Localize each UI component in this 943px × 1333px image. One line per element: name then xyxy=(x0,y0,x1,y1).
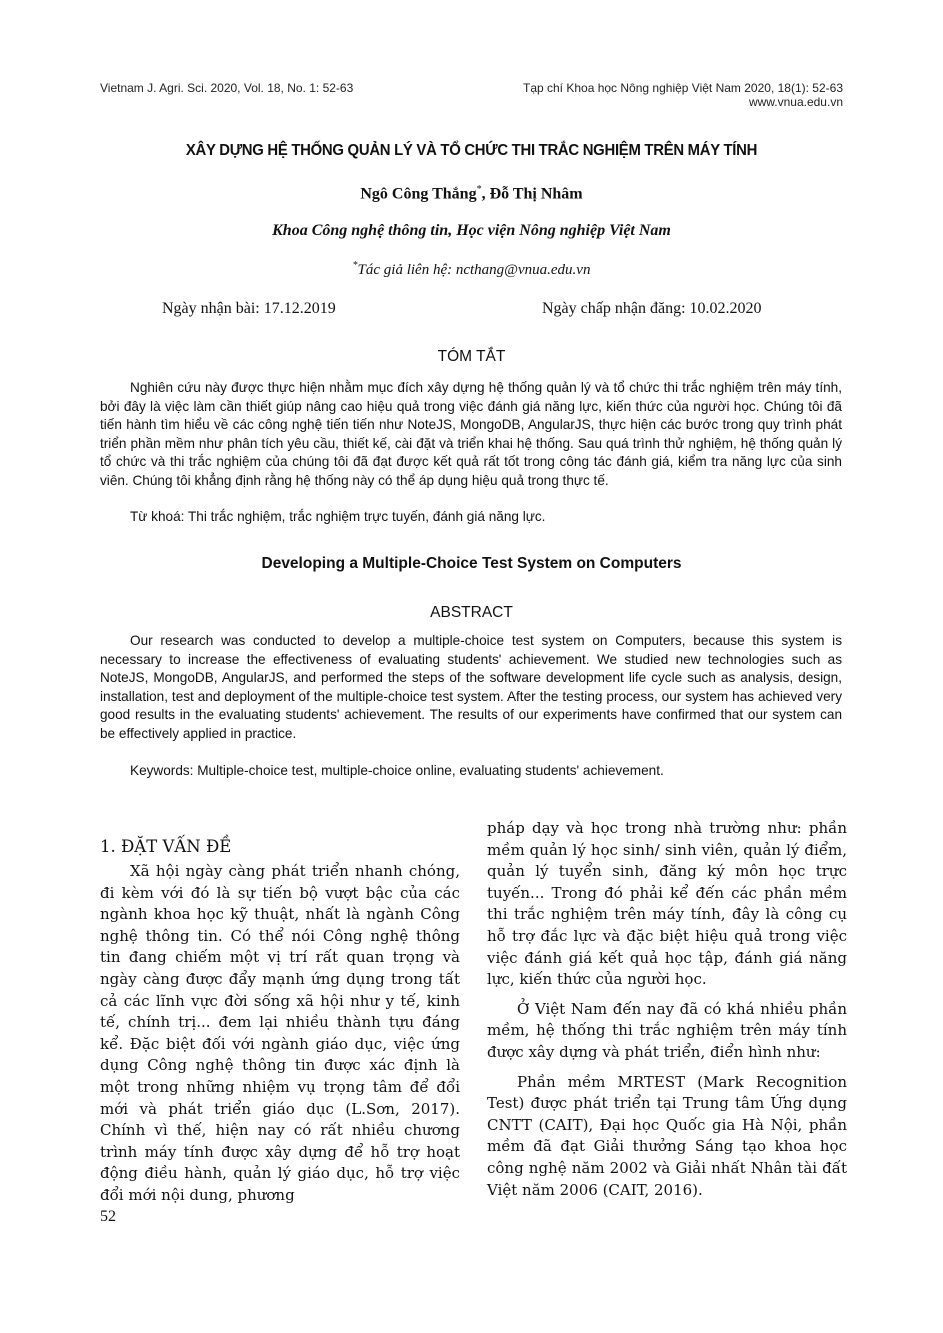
contact-email: Tác giả liên hệ: ncthang@vnua.edu.vn xyxy=(357,262,591,278)
english-title: Developing a Multiple-Choice Test System on Computers xyxy=(261,555,682,572)
contact-mark: * xyxy=(352,260,358,271)
corresponding-mark: * xyxy=(476,184,482,195)
paragraph: Phần mềm MRTEST (Mark Recognition Test) được phát triển tại Trung tâm Ứng dụng CNTT (CAIT), Đại học Quốc gia Hà Nội, phần mềm đã đạt Giải thưởng Sáng tạo khoa học công nghệ năm 2002 và Giải nhất Nhân tài đất Việt năm 2006 (CAIT, 2016). xyxy=(487,1072,847,1199)
accepted-date: Ngày chấp nhận đăng: 10.02.2020 xyxy=(542,300,762,317)
section-heading: 1. ĐẶT VẤN ĐỀ xyxy=(100,837,232,856)
authors xyxy=(0,184,943,203)
page-number: 52 xyxy=(100,1208,116,1225)
journal-citation-vn: Tạp chí Khoa học Nông nghiệp Việt Nam 2020, 18(1): 52-63 xyxy=(523,81,843,95)
vn-abstract-body: Nghiên cứu này được thực hiện nhằm mục đích xây dựng hệ thống quản lý và tổ chức thi trắc nghiệm trên máy tính, bởi đây là việc làm cần thiết giúp nâng cao hiệu quả trong việc đánh giá năng lực, kiến thức của người học. Chúng tôi đã tiến hành tìm hiểu về các công nghệ tiến tiến như NoteJS, MongoDB, AngularJS, thực hiện các bước trong quy trình phát triển phần mềm như phân tích yêu cầu, thiết kế, cài đặt và triển khai hệ thống. Sau quá trình thử nghiệm, hệ thống quản lý tổ chức và thi trắc nghiệm của chúng tôi đã đạt được kết quả rất tốt trong công tác đánh giá, kiểm tra năng lực của sinh viên. Chúng tôi khẳng định rằng hệ thống này có thể áp dụng hiệu quả trong thực tế. xyxy=(100,380,842,488)
vn-keywords: Từ khoá: Thi trắc nghiệm, trắc nghiệm trực tuyến, đánh giá năng lực. xyxy=(130,509,546,524)
paragraph: pháp dạy và học trong nhà trường như: phần mềm quản lý học sinh/ sinh viên, quản lý điểm, quản lý tuyển sinh, đăng ký môn học trực tuyến... Trong đó phải kể đến các phần mềm thi trắc nghiệm trên máy tính, đây là công cụ hỗ trợ đắc lực và đặc biệt hiệu quả trong việc việc đánh giá kết quả học tập, đánh giá năng lực, kiến thức của người học. xyxy=(487,819,847,989)
en-keywords: Keywords: Multiple-choice test, multiple-choice online, evaluating students' achievement. xyxy=(130,763,664,778)
right-column xyxy=(487,818,847,1209)
en-abstract-body: Our research was conducted to develop a multiple-choice test system on Computers, because this system is necessary to increase the effectiveness of evaluating students' achievement. We studied new technologies such as NoteJS, MongoDB, AngularJS, and performed the steps of the software development life cycle such as analysis, design, installation, test and deployment of the multiple-choice test system. After the testing process, our system has achieved very good results in the evaluating students' achievement. The results of our experiments have confirmed that our system can be effectively applied in practice. xyxy=(100,633,842,741)
vn-abstract-heading: TÓM TẮT xyxy=(437,348,506,365)
author-1: Ngô Công Thắng xyxy=(360,185,477,203)
journal-website: www.vnua.edu.vn xyxy=(748,95,843,109)
left-column xyxy=(100,861,460,1215)
contact xyxy=(0,260,943,279)
journal-citation-en: Vietnam J. Agri. Sci. 2020, Vol. 18, No. 1: 52-63 xyxy=(100,81,354,95)
paragraph: Xã hội ngày càng phát triển nhanh chóng, đi kèm với đó là sự tiến bộ vượt bậc của các ngành khoa học kỹ thuật, nhất là ngành Công nghệ thông tin. Có thể nói Công nghệ thông tin đang chiếm một vị trí rất quan trọng và ngày càng được đẩy mạnh ứng dụng trong tất cả các lĩnh vực đời sống xã hội như y tế, kinh tế, chính trị... đem lại nhiều thành tựu đáng kể. Đặc biệt đối với ngành giáo dục, việc ứng dụng Công nghệ thông tin được xác định là một trong những nhiệm vụ trọng tâm để đổi mới và phát triển giáo dục (L.Sơn, 2017). Chính vì thế, hiện nay có rất nhiều chương trình máy tính được xây dựng để hỗ trợ hoạt động điều hành, quản lý giáo dục, hỗ trợ việc đổi mới nội dung, phương xyxy=(100,862,460,1204)
author-2: , Đỗ Thị Nhâm xyxy=(481,185,583,203)
en-abstract-heading: ABSTRACT xyxy=(430,604,513,621)
paragraph: Ở Việt Nam đến nay đã có khá nhiều phần mềm, hệ thống thi trắc nghiệm trên máy tính được xây dựng và phát triển, điển hình như: xyxy=(487,999,847,1061)
affiliation: Khoa Công nghệ thông tin, Học viện Nông nghiệp Việt Nam xyxy=(272,222,671,239)
received-date: Ngày nhận bài: 17.12.2019 xyxy=(162,300,336,317)
paper-title: XÂY DỰNG HỆ THỐNG QUẢN LÝ VÀ TỔ CHỨC THI TRẮC NGHIỆM TRÊN MÁY TÍNH xyxy=(185,142,758,159)
